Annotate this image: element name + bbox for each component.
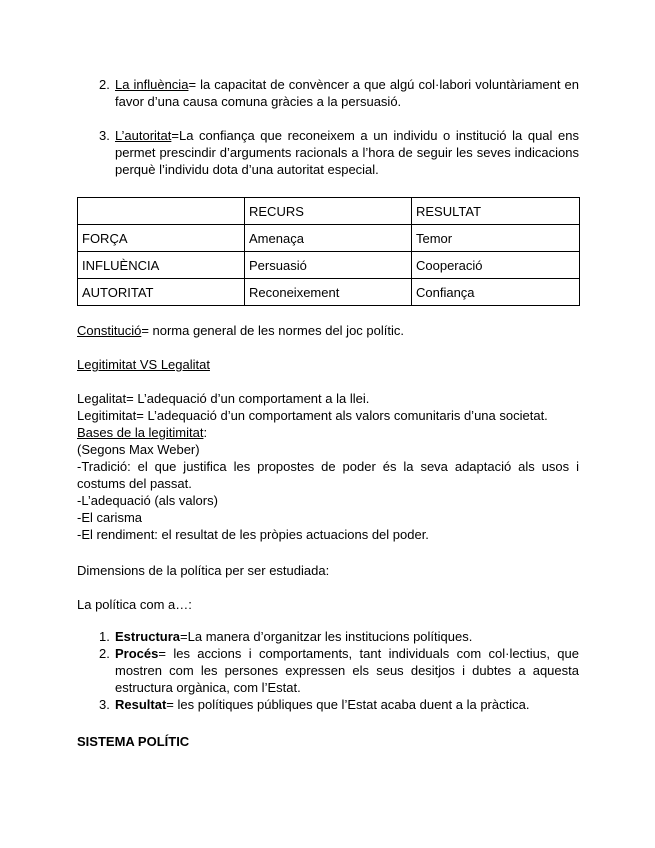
definition-estructura: =La manera d’organitzar les institucions polítiques.	[180, 629, 473, 644]
table-row	[78, 279, 580, 306]
legitimitat-heading: Legitimitat VS Legalitat	[77, 357, 210, 372]
list-number: 2.	[99, 646, 110, 661]
term-bases: Bases de la legitimitat	[77, 425, 204, 440]
table-cell: AUTORITAT	[78, 279, 245, 306]
list-item-resultat	[77, 696, 579, 713]
table-cell: RECURS	[245, 198, 412, 225]
list-item-estructura	[77, 628, 579, 645]
table-cell	[78, 198, 245, 225]
term-autoritat: L’autoritat	[115, 128, 172, 143]
list-number: 1.	[99, 629, 110, 644]
table-cell: INFLUÈNCIA	[78, 252, 245, 279]
legitimitat-line: Legitimitat= L’adequació d’un comportament als valors comunitaris d’una societat.	[77, 408, 548, 423]
table-cell: Persuasió	[245, 252, 412, 279]
term-resultat: Resultat	[115, 697, 167, 712]
list-number: 2.	[99, 77, 110, 92]
table-cell: RESULTAT	[412, 198, 580, 225]
bases-line: Bases de la legitimitat:	[77, 425, 208, 440]
list-number: 3.	[99, 697, 110, 712]
list-item-autoritat	[77, 127, 579, 178]
table-cell: Amenaça	[245, 225, 412, 252]
list-number: 3.	[99, 128, 110, 143]
table-cell: Temor	[412, 225, 580, 252]
dimensions-paragraph: Dimensions de la política per ser estudiada:	[77, 563, 330, 578]
adequacio-line: -L’adequació (als valors)	[77, 493, 218, 508]
legalitat-line: Legalitat= L’adequació d’un comportament a la llei.	[77, 391, 370, 406]
politica-com-paragraph: La política com a…:	[77, 597, 192, 612]
term-influencia: La influència	[115, 77, 189, 92]
carisma-line: -El carisma	[77, 510, 143, 525]
definition-autoritat: =La confiança que reconeixem a un individu o institució la qual ens permet prescindir d’arguments racionals a l’hora de seguir les seves indicacions perquè l’individu dota d’una autoritat especial.	[115, 128, 579, 177]
table-header-row	[78, 198, 580, 225]
table-row	[78, 225, 580, 252]
term-estructura: Estructura	[115, 629, 181, 644]
table-row	[78, 252, 580, 279]
definitions-list-top	[77, 76, 579, 178]
definitions-list-bottom	[77, 628, 579, 713]
tradicio-line: -Tradició: el que justifica les propostes de poder és la seva adaptació als usos i costums del passat.	[77, 459, 579, 491]
list-item-influencia	[77, 76, 579, 110]
section-heading: SISTEMA POLÍTIC	[77, 734, 190, 749]
power-resources-table	[77, 197, 580, 306]
list-item-proces	[77, 645, 579, 696]
definition-proces: = les accions i comportaments, tant individuals com col·lectius, que mostren com les persones expressen els seus desitjos i dubtes a aquesta estructura orgànica, com l’Estat.	[115, 646, 579, 695]
legitimacy-block	[77, 390, 579, 543]
weber-line: (Segons Max Weber)	[77, 442, 200, 457]
table-cell: Cooperació	[412, 252, 580, 279]
definition-resultat: = les polítiques públiques que l’Estat acaba duent a la pràctica.	[166, 697, 530, 712]
definition-influencia: = la capacitat de convèncer a que algú col·labori voluntàriament en favor d’una causa comuna gràcies a la persuasió.	[115, 77, 579, 109]
table-cell: Confiança	[412, 279, 580, 306]
table-cell: FORÇA	[78, 225, 245, 252]
term-constitucio: Constitució	[77, 323, 142, 338]
table-cell: Reconeixement	[245, 279, 412, 306]
definition-constitucio: = norma general de les normes del joc polític.	[141, 323, 404, 338]
term-proces: Procés	[115, 646, 159, 661]
constitucio-paragraph	[77, 322, 579, 339]
rendiment-line: -El rendiment: el resultat de les pròpies actuacions del poder.	[77, 527, 429, 542]
